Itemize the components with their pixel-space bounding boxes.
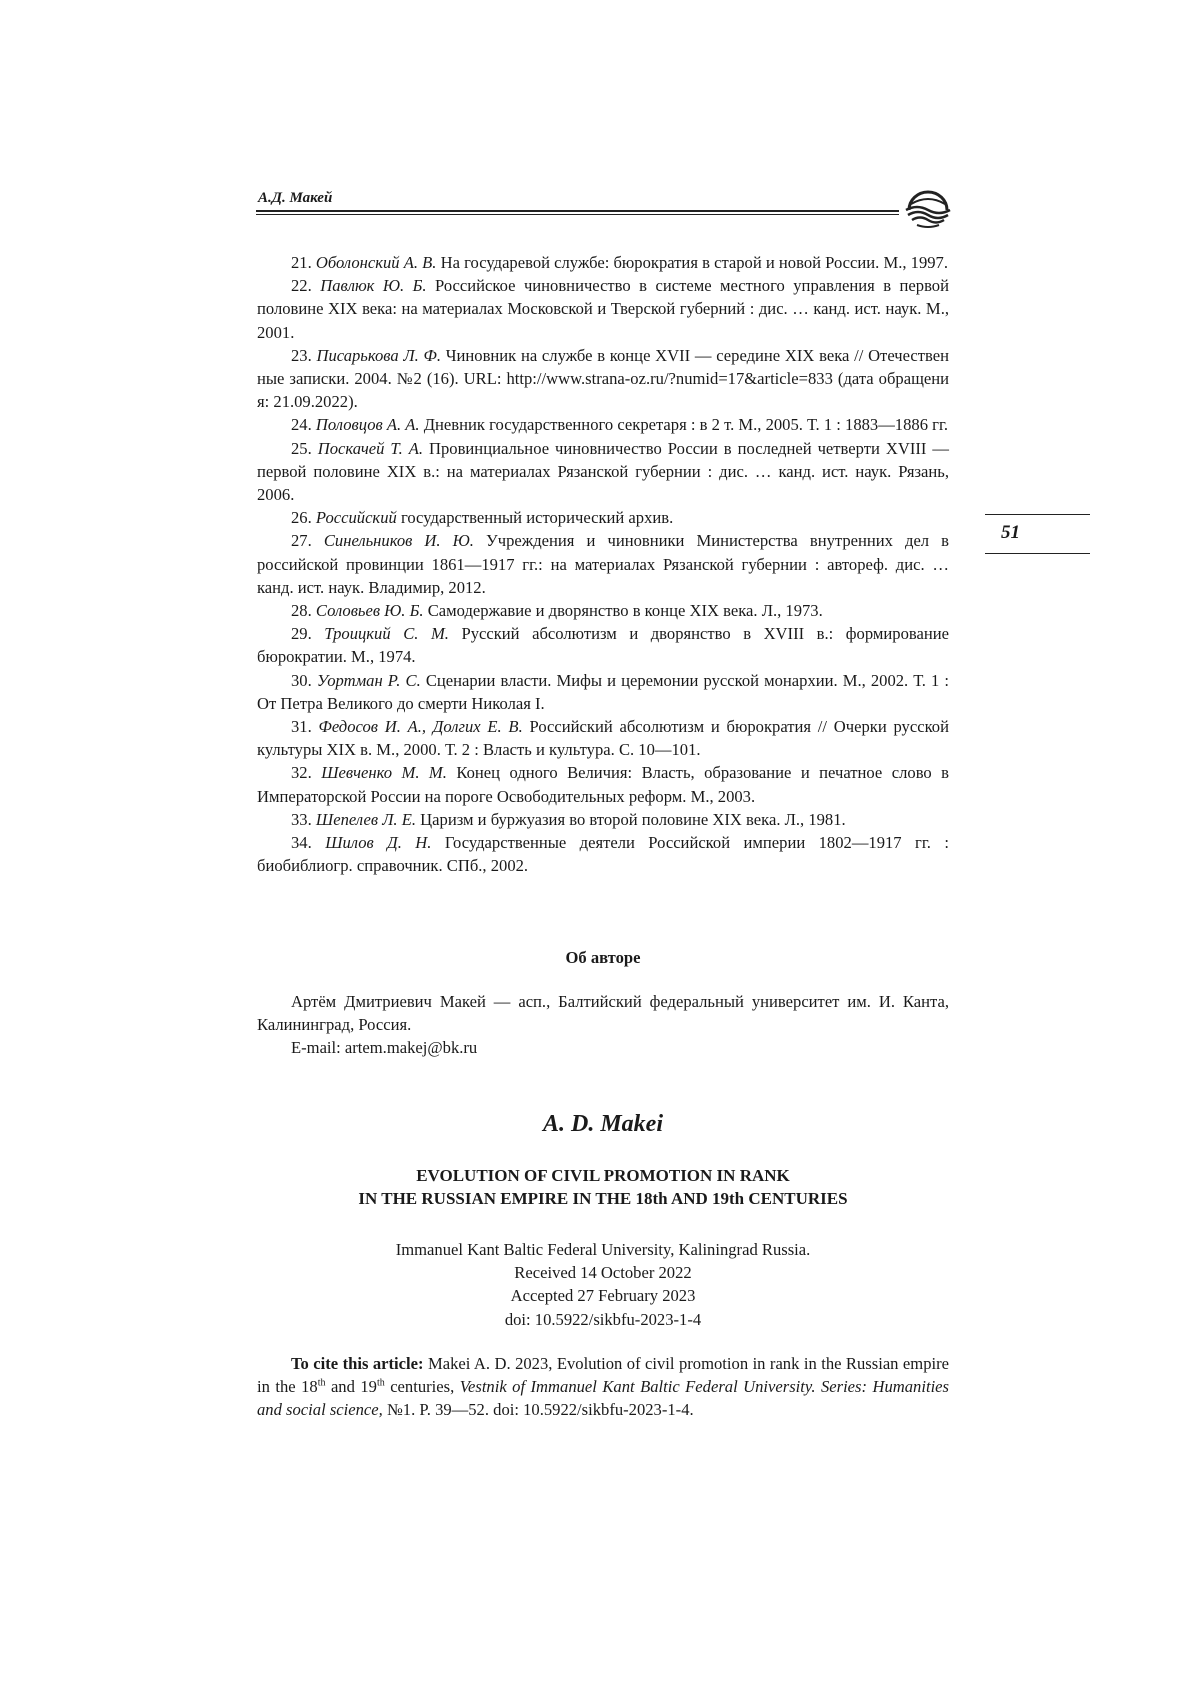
reference-author: Федосов И. А., Долгих Е. В.	[318, 717, 523, 737]
reference-author: Троицкий С. М.	[324, 624, 449, 644]
about-author-section	[257, 990, 949, 1060]
citation-block: To cite this article: Makei A. D. 2023, Evolution of civil promotion in rank in the Russian empire in the 18th and 19th centuries, Vestnik of Immanuel Kant Baltic Federal University. Series: Humanities and social science, №1. P. 39—52. doi: 10.5922/sikbfu-2023-1-4.	[257, 1354, 950, 1420]
reference-author: Российский	[315, 508, 397, 528]
reference-author: Уортман Р. С.	[316, 670, 421, 690]
reference-item: 25. Поскачей Т. А. Провинциальное чиновничество России в последней четверти XVIII — первой половине XIX в.: на материалах Рязанской губернии : дис. … канд. ист. наук. Рязань, 2006.	[257, 438, 949, 505]
reference-author: Шевченко М. М.	[321, 763, 447, 783]
header-rule-thin	[256, 214, 899, 215]
page-number: 51	[1001, 522, 1020, 543]
doi: doi: 10.5922/sikbfu-2023-1-4	[504, 1309, 702, 1329]
affiliation: Immanuel Kant Baltic Federal University, Kaliningrad Russia.	[395, 1240, 811, 1259]
citation-label: To cite this article:	[291, 1354, 424, 1373]
reference-item: 21. Оболонский А. В. На государевой службе: бюрократия в старой и новой России. М., 1997.	[291, 253, 948, 272]
reference-item: 34. Шилов Д. Н. Государственные деятели Российской империи 1802—1917 гг. : биобиблиогр. справочник. СПб., 2002.	[257, 833, 949, 876]
author-email: E-mail: artem.makej@bk.ru	[291, 1038, 478, 1058]
header-rule	[256, 210, 899, 212]
reference-author: Павлюк Ю. Б.	[320, 276, 427, 296]
reference-item: 22. Павлюк Ю. Б. Российское чиновничество в системе местного управления в первой половине XIX века: на материалах Московской и Тверской губерний : дис. … канд. ист. наук. М., 2001.	[257, 276, 949, 342]
reference-author: Шилов Д. Н.	[325, 833, 432, 853]
accepted-date: Accepted 27 February 2023	[510, 1286, 696, 1306]
reference-author: Синельников И. Ю.	[323, 531, 474, 551]
english-author: A. D. Makei	[543, 1111, 663, 1137]
english-article-title: EVOLUTION OF CIVIL PROMOTION IN RANK IN THE RUSSIAN EMPIRE IN THE 18th AND 19th CENTURIES	[358, 1166, 848, 1208]
reference-author: Шепелев Л. Е.	[315, 809, 417, 829]
reference-item: 23. Писарькова Л. Ф. Чиновник на службе в конце XVII — середине XIX века // Отечественные записки. 2004. №2 (16). URL: http://www.strana-oz.ru/?numid=17&article=833 (дата обращения: 21.09.2022).	[257, 345, 949, 412]
reference-item: 27. Синельников И. Ю. Учреждения и чиновники Министерства внутренних дел в российской провинции 1861—1917 гг.: на материалах Рязанской губернии : автореф. дис. … канд. ист. наук. Владимир, 2012.	[257, 531, 950, 597]
reference-item: 29. Троицкий С. М. Русский абсолютизм и дворянство в XVIII в.: формирование бюрократии. М., 1974.	[257, 624, 949, 667]
reference-author: Писарькова Л. Ф.	[316, 345, 441, 365]
reference-item: 30. Уортман Р. С. Сценарии власти. Мифы и церемонии русской монархии. М., 2002. Т. 1 : От Петра Великого до смерти Николая I.	[257, 670, 949, 713]
page-number-box	[985, 514, 1090, 554]
article-metadata	[257, 1238, 949, 1331]
reference-item: 28. Соловьев Ю. Б. Самодержавие и дворянство в конце XIX века. Л., 1973.	[291, 601, 823, 621]
reference-author: Оболонский А. В.	[315, 253, 437, 272]
reference-author: Соловьев Ю. Б.	[315, 601, 424, 621]
about-author-heading: Об авторе	[565, 948, 641, 967]
journal-wave-logo-icon	[903, 190, 953, 230]
received-date: Received 14 October 2022	[514, 1263, 692, 1283]
about-author-text: Артём Дмитриевич Макей — асп., Балтийский федеральный университет им. И. Канта, Калининград, Россия.	[257, 992, 949, 1035]
reference-item: 33. Шепелев Л. Е. Царизм и буржуазия во второй половине XIX века. Л., 1981.	[291, 809, 846, 829]
running-head: А.Д. Макей	[258, 190, 333, 206]
references-list	[257, 251, 949, 877]
reference-author: Половцов А. А.	[315, 415, 420, 435]
reference-item: 26. Российский государственный исторический архив.	[291, 508, 674, 528]
reference-author: Поскачей Т. А.	[317, 438, 424, 458]
reference-item: 32. Шевченко М. М. Конец одного Величия: Власть, образование и печатное слово в Императорской России на пороге Освободительных реформ. М., 2003.	[257, 763, 950, 806]
journal-name: Vestnik of Immanuel Kant Baltic Federal University. Series: Humanities and social science,	[257, 1377, 950, 1420]
reference-item: 31. Федосов И. А., Долгих Е. В. Российский абсолютизм и бюрократия // Очерки русской культуры XIX в. М., 2000. Т. 2 : Власть и культура. С. 10—101.	[257, 717, 949, 760]
reference-item: 24. Половцов А. А. Дневник государственного секретаря : в 2 т. М., 2005. Т. 1 : 1883—1886 гг.	[291, 415, 949, 435]
